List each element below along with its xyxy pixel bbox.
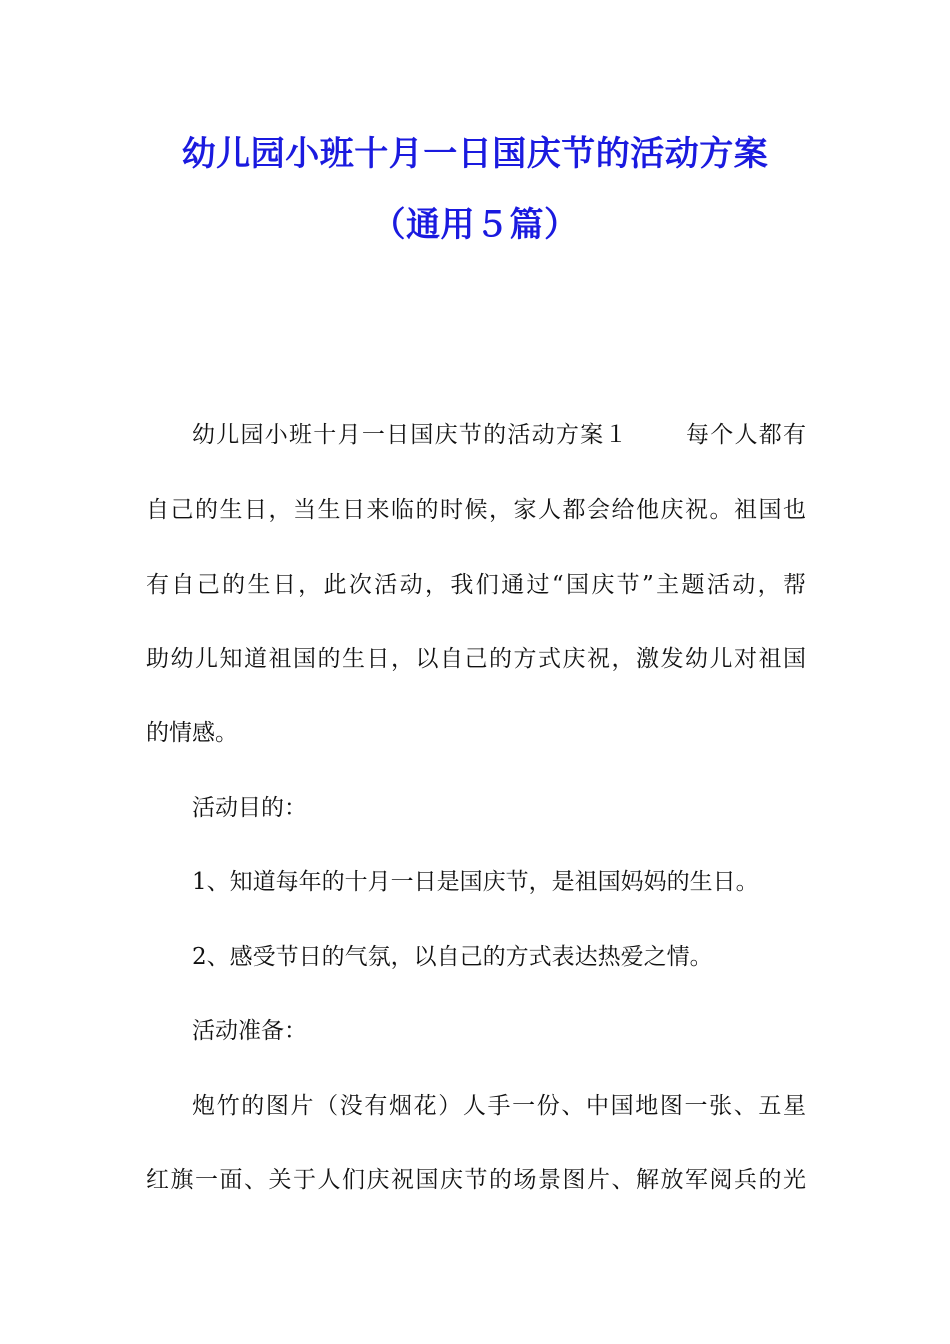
list-item: 2、感受节日的气氛，以自己的方式表达热爱之情。: [192, 944, 713, 970]
paragraph-line: 红旗一面、关于人们庆祝国庆节的场景图片、解放军阅兵的光: [146, 1167, 806, 1193]
section-heading: 幼儿园小班十月一日国庆节的活动方案１: [192, 422, 629, 448]
section-label-purpose: 活动目的：: [192, 795, 307, 821]
paragraph-text: 每个人都有: [684, 422, 807, 448]
paragraph-line: 的情感。: [146, 720, 238, 746]
paragraph-line: 有自己的生日，此次活动，我们通过“国庆节”主题活动，帮: [146, 572, 806, 598]
document-title: 幼儿园小班十月一日国庆节的活动方案: [181, 134, 769, 174]
list-item: 1、知道每年的十月一日是国庆节，是祖国妈妈的生日。: [192, 869, 759, 895]
paragraph-line: 炮竹的图片（没有烟花）人手一份、中国地图一张、五星: [192, 1093, 806, 1119]
document-subtitle: （通用５篇）: [371, 205, 579, 245]
paragraph-line: 助幼儿知道祖国的生日，以自己的方式庆祝，激发幼儿对祖国: [146, 646, 806, 672]
section-label-preparation: 活动准备：: [192, 1018, 307, 1044]
paragraph-line: [192, 424, 806, 447]
paragraph-line: 自己的生日，当生日来临的时候，家人都会给他庆祝。祖国也: [146, 497, 806, 523]
